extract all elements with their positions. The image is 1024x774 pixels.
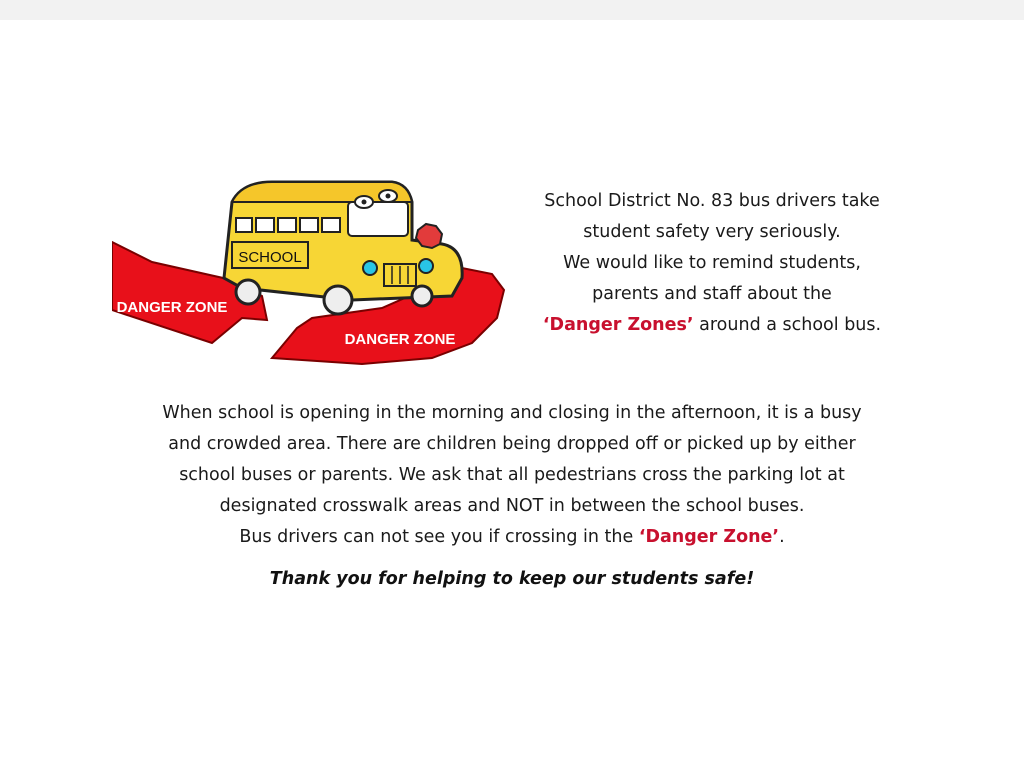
danger-zones-highlight: ‘Danger Zones’ — [542, 315, 694, 335]
intro-line: parents and staff about the — [592, 284, 832, 304]
bus-window — [322, 218, 340, 232]
bus-window — [300, 218, 318, 232]
top-bar — [0, 0, 1024, 20]
bus-wheel — [236, 280, 260, 304]
bus-window — [236, 218, 252, 232]
body-line-start: Bus drivers can not see you if crossing in the — [239, 527, 639, 547]
intro-paragraph — [512, 186, 912, 341]
bus-windshield — [348, 202, 408, 236]
intro-line-end: around a school bus. — [693, 315, 882, 335]
body-line: When school is opening in the morning and closing in the afternoon, it is a busy — [162, 403, 862, 423]
danger-zone-left-label: DANGER ZONE — [116, 299, 228, 316]
stop-sign-icon — [416, 224, 442, 248]
body-line: designated crosswalk areas and NOT in between the school buses. — [219, 496, 805, 516]
intro-line: School District No. 83 bus drivers take — [544, 191, 880, 211]
bus-window — [278, 218, 296, 232]
body-line: school buses or parents. We ask that all pedestrians cross the parking lot at — [179, 465, 845, 485]
body-paragraph — [92, 398, 932, 553]
body-line — [92, 522, 932, 553]
danger-zone-front-label: DANGER ZONE — [344, 331, 456, 348]
bus-headlight — [363, 261, 377, 275]
body-line-end: . — [779, 527, 785, 547]
bus-school-label: SCHOOL — [238, 249, 302, 266]
bus-wheel — [324, 286, 352, 314]
thank-you-message: Thank you for helping to keep our students safe! — [269, 569, 755, 589]
intro-line — [512, 310, 912, 341]
intro-line: We would like to remind students, — [563, 253, 861, 273]
bus-window — [256, 218, 274, 232]
danger-zone-highlight: ‘Danger Zone’ — [638, 527, 780, 547]
intro-line: student safety very seriously. — [583, 222, 841, 242]
bus-wheel — [412, 286, 432, 306]
school-bus-danger-zone-illustration — [112, 178, 512, 368]
bus-headlight — [419, 259, 433, 273]
body-line: and crowded area. There are children being dropped off or picked up by either — [168, 434, 856, 454]
